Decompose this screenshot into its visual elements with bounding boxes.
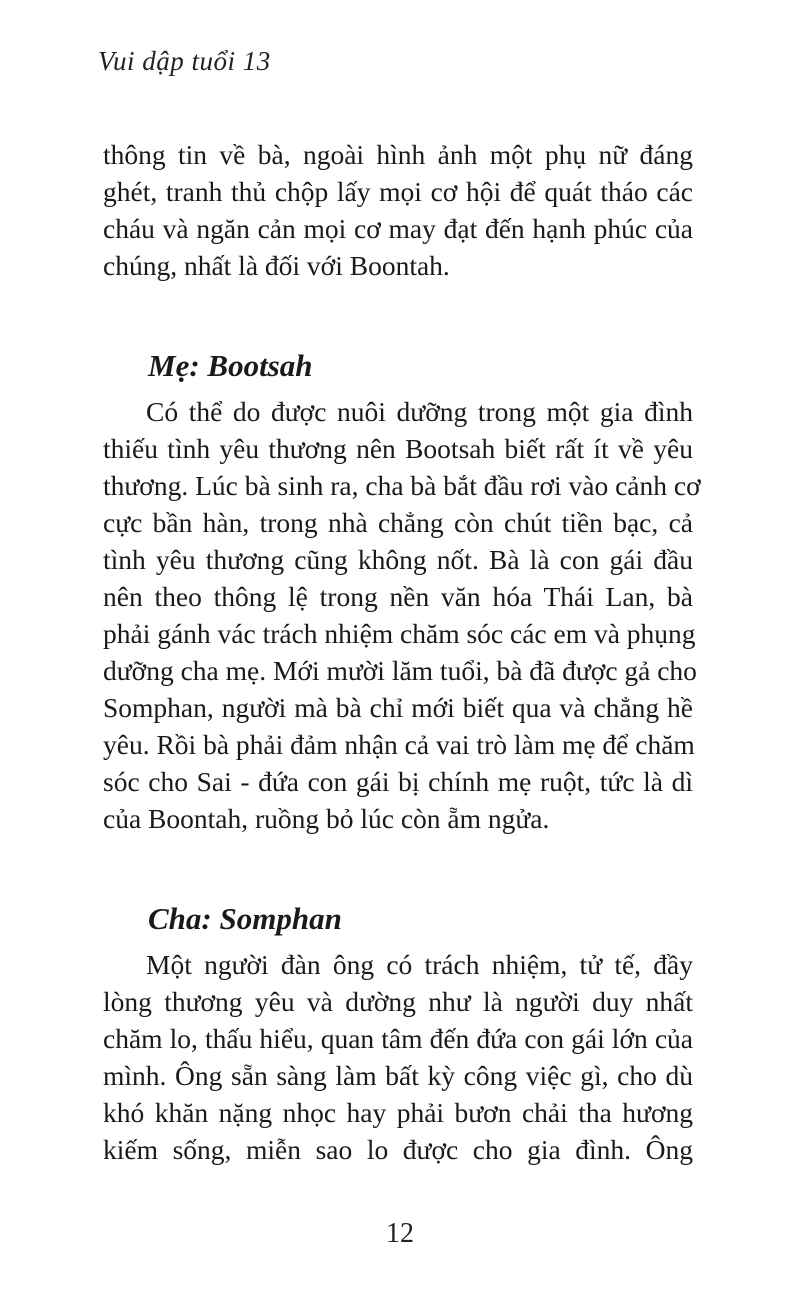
mother-line: nên theo thông lệ trong nền văn hóa Thái Lan, bà xyxy=(103,581,693,612)
page-number: 12 xyxy=(386,1218,414,1249)
mother-line: Somphan, người mà bà chỉ mới biết qua và chẳng hề xyxy=(103,692,693,723)
father-line: lòng thương yêu và dường như là người duy nhất xyxy=(103,986,693,1017)
mother-line: Có thể do được nuôi dưỡng trong một gia đình xyxy=(146,396,693,427)
mother-line: thiếu tình yêu thương nên Bootsah biết rất ít về yêu xyxy=(103,433,693,464)
mother-paragraph xyxy=(103,393,701,837)
father-line: mình. Ông sẵn sàng làm bất kỳ công việc gì, cho dù xyxy=(103,1060,693,1091)
mother-line: của Boontah, ruồng bỏ lúc còn ẵm ngửa. xyxy=(103,803,550,834)
page-body xyxy=(103,136,701,1168)
mother-line: cực bần hàn, trong nhà chẳng còn chút tiền bạc, cả xyxy=(103,507,693,538)
intro-line: chúng, nhất là đối với Boontah. xyxy=(103,250,450,281)
father-paragraph xyxy=(103,946,693,1168)
father-line: chăm lo, thấu hiểu, quan tâm đến đứa con gái lớn của xyxy=(103,1023,693,1054)
section-heading-father: Cha: Somphan xyxy=(148,901,342,936)
intro-line: cháu và ngăn cản mọi cơ may đạt đến hạnh phúc của xyxy=(103,213,693,244)
father-line: khó khăn nặng nhọc hay phải bươn chải tha hương xyxy=(103,1097,693,1128)
mother-line: sóc cho Sai - đứa con gái bị chính mẹ ruột, tức là dì xyxy=(103,766,693,797)
mother-line: thương. Lúc bà sinh ra, cha bà bắt đầu rơi vào cảnh cơ xyxy=(103,470,701,501)
running-header: Vui dập tuổi 13 xyxy=(98,46,271,76)
intro-line: thông tin về bà, ngoài hình ảnh một phụ nữ đáng xyxy=(103,139,693,170)
intro-paragraph xyxy=(103,136,693,284)
section-heading-mother: Mẹ: Bootsah xyxy=(148,348,313,383)
mother-line: phải gánh vác trách nhiệm chăm sóc các em và phụng xyxy=(103,618,696,649)
mother-line: tình yêu thương cũng không nốt. Bà là con gái đầu xyxy=(103,544,693,575)
father-line: kiếm sống, miễn sao lo được cho gia đình. Ông xyxy=(103,1134,693,1165)
mother-line: yêu. Rồi bà phải đảm nhận cả vai trò làm mẹ để chăm xyxy=(103,729,695,760)
intro-line: ghét, tranh thủ chộp lấy mọi cơ hội để quát tháo các xyxy=(103,176,693,207)
mother-line: dưỡng cha mẹ. Mới mười lăm tuổi, bà đã được gả cho xyxy=(103,655,697,686)
father-line: Một người đàn ông có trách nhiệm, tử tế, đầy xyxy=(146,949,693,980)
